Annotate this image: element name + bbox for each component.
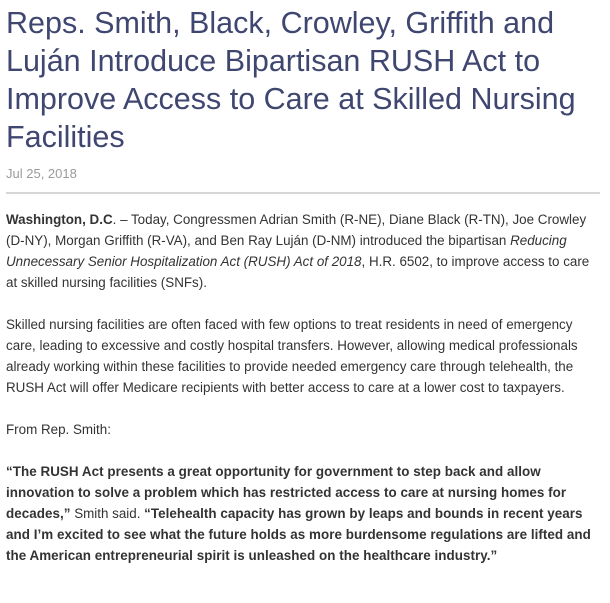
paragraph-quote [6, 461, 604, 566]
article-title: Reps. Smith, Black, Crowley, Griffith and Luján Introduce Bipartisan RUSH Act to Improve Access to Care at Skilled Nursing Facilities [6, 6, 576, 154]
paragraph-intro [6, 209, 604, 293]
dateline: Washington, D.C [6, 212, 113, 227]
quote-attribution: Smith said. [70, 506, 145, 521]
article-body [6, 209, 604, 566]
paragraph-context: Skilled nursing facilities are often faced with few options to treat residents in need of emergency care, leading to excessive and costly hospital transfers. However, allowing medical professionals already working within these facilities to provide needed emergency care through telehealth, the RUSH Act will offer Medicare recipients with better access to care at a lower cost to taxpayers. [6, 317, 578, 395]
intro-text-end: , H.R. 6502, to improve access to care at skilled nursing facilities (SNFs). [6, 254, 590, 290]
intro-text: . – Today, Congressmen Adrian Smith (R-NE), Diane Black (R-TN), Joe Crowley (D-NY), Morgan Griffith (R-VA), and Ben Ray Luján (D-NM) introduced the bipartisan [6, 212, 587, 248]
quote-part-2: “Telehealth capacity has grown by leaps and bounds in recent years and I’m excited to see what the future holds as more burdensome regulations are lifted and the American entrepreneurial spirit is unleashed on the healthcare industry.” [6, 506, 591, 563]
quote-part-1: “The RUSH Act presents a great opportunity for government to step back and allow innovation to solve a problem which has restricted access to care at nursing homes for decades,” [6, 464, 567, 521]
divider [6, 192, 600, 194]
paragraph-attribution: From Rep. Smith: [6, 422, 111, 437]
act-name: Reducing Unnecessary Senior Hospitalization Act (RUSH) Act of 2018 [6, 233, 567, 269]
article-date: Jul 25, 2018 [6, 166, 77, 181]
